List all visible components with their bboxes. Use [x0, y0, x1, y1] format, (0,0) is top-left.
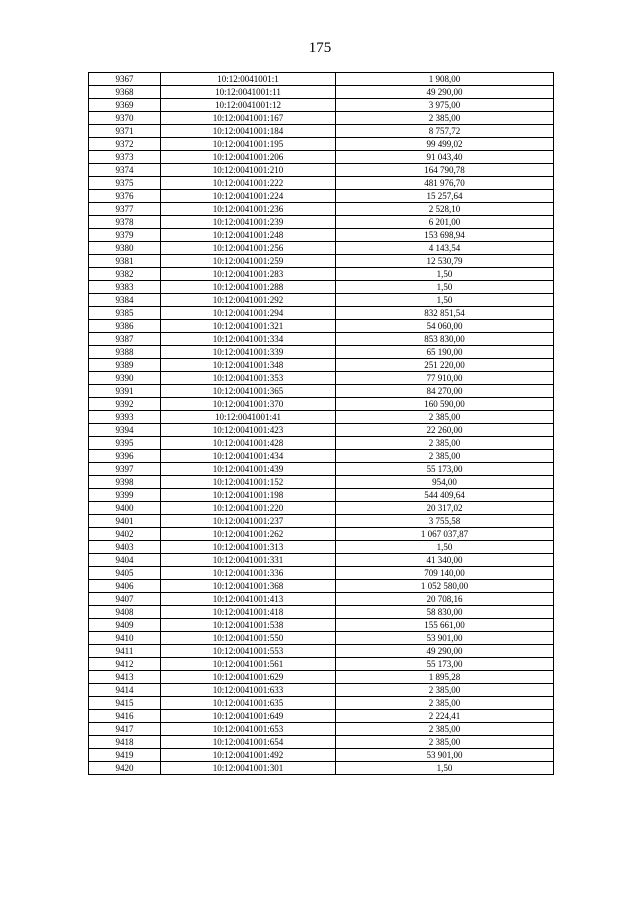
cadastral-number-cell: 10:12:0041001:195	[161, 138, 336, 151]
row-number-cell: 9380	[89, 242, 161, 255]
value-cell: 2 385,00	[336, 112, 554, 125]
table-row	[89, 229, 554, 242]
cadastral-number-cell: 10:12:0041001:152	[161, 476, 336, 489]
cadastral-number-cell: 10:12:0041001:210	[161, 164, 336, 177]
row-number-cell: 9400	[89, 502, 161, 515]
table-row	[89, 151, 554, 164]
table-body	[89, 73, 554, 775]
table-row	[89, 307, 554, 320]
value-cell: 832 851,54	[336, 307, 554, 320]
value-cell: 4 143,54	[336, 242, 554, 255]
value-cell: 41 340,00	[336, 554, 554, 567]
cadastral-number-cell: 10:12:0041001:256	[161, 242, 336, 255]
cadastral-number-cell: 10:12:0041001:654	[161, 736, 336, 749]
cadastral-number-cell: 10:12:0041001:224	[161, 190, 336, 203]
cadastral-number-cell: 10:12:0041001:336	[161, 567, 336, 580]
value-cell: 12 530,79	[336, 255, 554, 268]
value-cell: 153 698,94	[336, 229, 554, 242]
row-number-cell: 9419	[89, 749, 161, 762]
table-row	[89, 671, 554, 684]
value-cell: 49 290,00	[336, 86, 554, 99]
cadastral-number-cell: 10:12:0041001:418	[161, 606, 336, 619]
table-row	[89, 73, 554, 86]
value-cell: 58 830,00	[336, 606, 554, 619]
row-number-cell: 9409	[89, 619, 161, 632]
page-number: 175	[308, 40, 332, 56]
value-cell: 1,50	[336, 281, 554, 294]
cadastral-number-cell: 10:12:0041001:167	[161, 112, 336, 125]
row-number-cell: 9396	[89, 450, 161, 463]
cadastral-number-cell: 10:12:0041001:649	[161, 710, 336, 723]
table-row	[89, 190, 554, 203]
value-cell: 1,50	[336, 294, 554, 307]
value-cell: 709 140,00	[336, 567, 554, 580]
table-row	[89, 697, 554, 710]
table-row	[89, 242, 554, 255]
table-row	[89, 203, 554, 216]
row-number-cell: 9369	[89, 99, 161, 112]
row-number-cell: 9382	[89, 268, 161, 281]
row-number-cell: 9372	[89, 138, 161, 151]
value-cell: 77 910,00	[336, 372, 554, 385]
value-cell: 2 385,00	[336, 684, 554, 697]
cadastral-number-cell: 10:12:0041001:633	[161, 684, 336, 697]
cadastral-number-cell: 10:12:0041001:239	[161, 216, 336, 229]
value-cell: 20 708,16	[336, 593, 554, 606]
row-number-cell: 9389	[89, 359, 161, 372]
row-number-cell: 9388	[89, 346, 161, 359]
row-number-cell: 9414	[89, 684, 161, 697]
value-cell: 1,50	[336, 762, 554, 775]
table-row	[89, 749, 554, 762]
value-cell: 1,50	[336, 268, 554, 281]
table-row	[89, 619, 554, 632]
row-number-cell: 9402	[89, 528, 161, 541]
table-row	[89, 593, 554, 606]
value-cell: 2 385,00	[336, 697, 554, 710]
value-cell: 22 260,00	[336, 424, 554, 437]
row-number-cell: 9408	[89, 606, 161, 619]
row-number-cell: 9395	[89, 437, 161, 450]
row-number-cell: 9375	[89, 177, 161, 190]
cadastral-number-cell: 10:12:0041001:11	[161, 86, 336, 99]
value-cell: 2 385,00	[336, 437, 554, 450]
row-number-cell: 9398	[89, 476, 161, 489]
cadastral-number-cell: 10:12:0041001:635	[161, 697, 336, 710]
table-row	[89, 359, 554, 372]
cadastral-number-cell: 10:12:0041001:348	[161, 359, 336, 372]
value-cell: 1 895,28	[336, 671, 554, 684]
cadastral-number-cell: 10:12:0041001:550	[161, 632, 336, 645]
value-cell: 55 173,00	[336, 463, 554, 476]
row-number-cell: 9370	[89, 112, 161, 125]
value-cell: 53 901,00	[336, 749, 554, 762]
value-cell: 853 830,00	[336, 333, 554, 346]
table-row	[89, 450, 554, 463]
cadastral-number-cell: 10:12:0041001:220	[161, 502, 336, 515]
cadastral-number-cell: 10:12:0041001:553	[161, 645, 336, 658]
value-cell: 2 385,00	[336, 736, 554, 749]
cadastral-number-cell: 10:12:0041001:301	[161, 762, 336, 775]
row-number-cell: 9377	[89, 203, 161, 216]
table-row	[89, 554, 554, 567]
row-number-cell: 9378	[89, 216, 161, 229]
row-number-cell: 9399	[89, 489, 161, 502]
value-cell: 15 257,64	[336, 190, 554, 203]
value-cell: 2 385,00	[336, 411, 554, 424]
cadastral-number-cell: 10:12:0041001:423	[161, 424, 336, 437]
value-cell: 1 052 580,00	[336, 580, 554, 593]
value-cell: 164 790,78	[336, 164, 554, 177]
row-number-cell: 9390	[89, 372, 161, 385]
value-cell: 65 190,00	[336, 346, 554, 359]
cadastral-number-cell: 10:12:0041001:365	[161, 385, 336, 398]
row-number-cell: 9367	[89, 73, 161, 86]
table-row	[89, 398, 554, 411]
value-cell: 954,00	[336, 476, 554, 489]
value-cell: 6 201,00	[336, 216, 554, 229]
value-cell: 53 901,00	[336, 632, 554, 645]
table-row	[89, 463, 554, 476]
row-number-cell: 9420	[89, 762, 161, 775]
cadastral-number-cell: 10:12:0041001:368	[161, 580, 336, 593]
cadastral-number-cell: 10:12:0041001:321	[161, 320, 336, 333]
cadastral-number-cell: 10:12:0041001:184	[161, 125, 336, 138]
table-row	[89, 632, 554, 645]
row-number-cell: 9376	[89, 190, 161, 203]
table-row	[89, 723, 554, 736]
cadastral-number-cell: 10:12:0041001:41	[161, 411, 336, 424]
row-number-cell: 9385	[89, 307, 161, 320]
table-row	[89, 385, 554, 398]
table-row	[89, 281, 554, 294]
cadastral-number-cell: 10:12:0041001:222	[161, 177, 336, 190]
row-number-cell: 9407	[89, 593, 161, 606]
table-row	[89, 502, 554, 515]
value-cell: 84 270,00	[336, 385, 554, 398]
value-cell: 2 224,41	[336, 710, 554, 723]
cadastral-value-table	[88, 72, 554, 775]
value-cell: 2 528,10	[336, 203, 554, 216]
row-number-cell: 9403	[89, 541, 161, 554]
table-row	[89, 476, 554, 489]
cadastral-number-cell: 10:12:0041001:653	[161, 723, 336, 736]
cadastral-number-cell: 10:12:0041001:492	[161, 749, 336, 762]
table-row	[89, 112, 554, 125]
cadastral-number-cell: 10:12:0041001:561	[161, 658, 336, 671]
row-number-cell: 9405	[89, 567, 161, 580]
table-row	[89, 164, 554, 177]
row-number-cell: 9416	[89, 710, 161, 723]
value-cell: 2 385,00	[336, 450, 554, 463]
value-cell: 544 409,64	[336, 489, 554, 502]
cadastral-number-cell: 10:12:0041001:428	[161, 437, 336, 450]
row-number-cell: 9417	[89, 723, 161, 736]
table-row	[89, 580, 554, 593]
table-row	[89, 762, 554, 775]
cadastral-number-cell: 10:12:0041001:198	[161, 489, 336, 502]
table-row	[89, 99, 554, 112]
table-row	[89, 424, 554, 437]
table-row	[89, 216, 554, 229]
cadastral-number-cell: 10:12:0041001:262	[161, 528, 336, 541]
value-cell: 99 499,02	[336, 138, 554, 151]
value-cell: 1,50	[336, 541, 554, 554]
row-number-cell: 9383	[89, 281, 161, 294]
value-cell: 8 757,72	[336, 125, 554, 138]
table-row	[89, 177, 554, 190]
table-row	[89, 255, 554, 268]
cadastral-number-cell: 10:12:0041001:413	[161, 593, 336, 606]
row-number-cell: 9401	[89, 515, 161, 528]
row-number-cell: 9374	[89, 164, 161, 177]
cadastral-number-cell: 10:12:0041001:334	[161, 333, 336, 346]
cadastral-number-cell: 10:12:0041001:434	[161, 450, 336, 463]
row-number-cell: 9373	[89, 151, 161, 164]
value-cell: 481 976,70	[336, 177, 554, 190]
row-number-cell: 9384	[89, 294, 161, 307]
table-row	[89, 333, 554, 346]
table-row	[89, 437, 554, 450]
row-number-cell: 9397	[89, 463, 161, 476]
value-cell: 49 290,00	[336, 645, 554, 658]
table-row	[89, 138, 554, 151]
row-number-cell: 9394	[89, 424, 161, 437]
row-number-cell: 9418	[89, 736, 161, 749]
table-row	[89, 268, 554, 281]
table-row	[89, 606, 554, 619]
cadastral-number-cell: 10:12:0041001:248	[161, 229, 336, 242]
row-number-cell: 9386	[89, 320, 161, 333]
cadastral-number-cell: 10:12:0041001:331	[161, 554, 336, 567]
table-row	[89, 346, 554, 359]
value-cell: 1 067 037,87	[336, 528, 554, 541]
value-cell: 55 173,00	[336, 658, 554, 671]
cadastral-number-cell: 10:12:0041001:12	[161, 99, 336, 112]
table-row	[89, 86, 554, 99]
cadastral-number-cell: 10:12:0041001:538	[161, 619, 336, 632]
value-cell: 91 043,40	[336, 151, 554, 164]
value-cell: 3 755,58	[336, 515, 554, 528]
row-number-cell: 9368	[89, 86, 161, 99]
table-row	[89, 515, 554, 528]
table-row	[89, 541, 554, 554]
cadastral-number-cell: 10:12:0041001:288	[161, 281, 336, 294]
cadastral-number-cell: 10:12:0041001:237	[161, 515, 336, 528]
value-cell: 3 975,00	[336, 99, 554, 112]
row-number-cell: 9404	[89, 554, 161, 567]
value-cell: 54 060,00	[336, 320, 554, 333]
table-row	[89, 411, 554, 424]
row-number-cell: 9410	[89, 632, 161, 645]
cadastral-number-cell: 10:12:0041001:206	[161, 151, 336, 164]
value-cell: 1 908,00	[336, 73, 554, 86]
table-row	[89, 684, 554, 697]
cadastral-number-cell: 10:12:0041001:259	[161, 255, 336, 268]
table-row	[89, 372, 554, 385]
table-row	[89, 294, 554, 307]
cadastral-number-cell: 10:12:0041001:1	[161, 73, 336, 86]
value-cell: 2 385,00	[336, 723, 554, 736]
row-number-cell: 9392	[89, 398, 161, 411]
value-cell: 20 317,02	[336, 502, 554, 515]
row-number-cell: 9406	[89, 580, 161, 593]
table-row	[89, 320, 554, 333]
value-cell: 155 661,00	[336, 619, 554, 632]
value-cell: 160 590,00	[336, 398, 554, 411]
table-row	[89, 645, 554, 658]
cadastral-number-cell: 10:12:0041001:283	[161, 268, 336, 281]
row-number-cell: 9391	[89, 385, 161, 398]
cadastral-number-cell: 10:12:0041001:629	[161, 671, 336, 684]
table-row	[89, 710, 554, 723]
row-number-cell: 9413	[89, 671, 161, 684]
cadastral-number-cell: 10:12:0041001:439	[161, 463, 336, 476]
cadastral-number-cell: 10:12:0041001:294	[161, 307, 336, 320]
row-number-cell: 9412	[89, 658, 161, 671]
cadastral-number-cell: 10:12:0041001:370	[161, 398, 336, 411]
row-number-cell: 9415	[89, 697, 161, 710]
row-number-cell: 9411	[89, 645, 161, 658]
value-cell: 251 220,00	[336, 359, 554, 372]
row-number-cell: 9371	[89, 125, 161, 138]
row-number-cell: 9381	[89, 255, 161, 268]
table-row	[89, 125, 554, 138]
row-number-cell: 9387	[89, 333, 161, 346]
table-row	[89, 736, 554, 749]
table-row	[89, 528, 554, 541]
table-row	[89, 658, 554, 671]
cadastral-number-cell: 10:12:0041001:339	[161, 346, 336, 359]
cadastral-number-cell: 10:12:0041001:292	[161, 294, 336, 307]
cadastral-number-cell: 10:12:0041001:236	[161, 203, 336, 216]
cadastral-number-cell: 10:12:0041001:313	[161, 541, 336, 554]
row-number-cell: 9379	[89, 229, 161, 242]
table-row	[89, 489, 554, 502]
table-row	[89, 567, 554, 580]
row-number-cell: 9393	[89, 411, 161, 424]
cadastral-number-cell: 10:12:0041001:353	[161, 372, 336, 385]
